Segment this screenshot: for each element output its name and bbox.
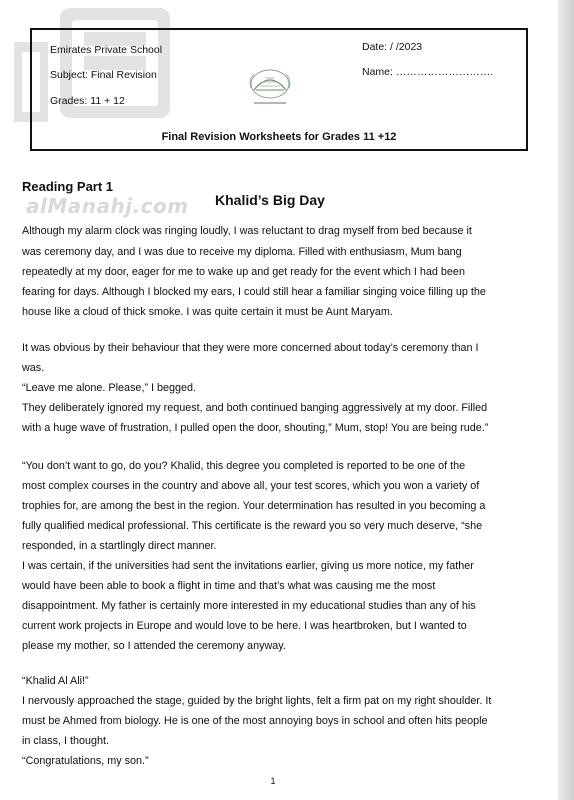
- text-line: would have been able to book a flight in time and that’s what was causing me the most: [22, 580, 436, 592]
- text-line: current work projects in Europe and would love to be here. I was heartbroken, but I wanted to: [22, 620, 467, 632]
- text-line: “Khalid Al Ali!”: [22, 675, 89, 687]
- text-line: trophies for, are among the best in the region. Your determination has resulted in you becoming a: [22, 500, 486, 512]
- text-line: most complex courses in the country and above all, your test scores, which you won a variety of: [22, 480, 480, 492]
- text-line: with a huge wave of frustration, I pulled open the door, shouting,” Mum, stop! You are being rude.”: [22, 422, 489, 434]
- story-title: Khalid’s Big Day: [215, 192, 325, 208]
- date-field: Date: / /2023: [362, 41, 423, 53]
- text-line: fully qualified medical professional. This certificate is the reward you so very much deserve, “she: [22, 520, 483, 532]
- text-line: house like a cloud of thick smoke. I was quite certain it must be Aunt Maryam.: [22, 306, 393, 318]
- text-line: “Congratulations, my son.”: [22, 755, 149, 767]
- text-line: repeatedly at my door, eager for me to wake up and get ready for the event which I had been: [22, 266, 465, 278]
- text-line: disappointment. My father is certainly more interested in my educational studies than any of his: [22, 600, 476, 612]
- name-field: Name: ……………………….: [362, 66, 494, 78]
- text-line: responded, in a startlingly direct manner.: [22, 540, 217, 552]
- text-line: was.: [22, 362, 45, 374]
- text-line: I nervously approached the stage, guided by the bright lights, felt a firm pat on my right shoulder. It: [22, 695, 492, 707]
- text-line: must be Ahmed from biology. He is one of the most annoying boys in school and often hits people: [22, 715, 488, 727]
- worksheet-title: Final Revision Worksheets for Grades 11 +12: [161, 131, 397, 143]
- header-box: [30, 28, 528, 151]
- text-line: It was obvious by their behaviour that they were more concerned about today’s ceremony than I: [22, 342, 479, 354]
- text-line: please my mother, so I attended the ceremony anyway.: [22, 640, 286, 652]
- subject-label: Subject: Final Revision: [50, 69, 157, 81]
- section-heading: Reading Part 1: [22, 179, 114, 194]
- text-line: “You don’t want to go, do you? Khalid, this degree you completed is reported to be one of the: [22, 460, 466, 472]
- school-name: Emirates Private School: [50, 44, 163, 56]
- page-number: 1: [270, 776, 276, 786]
- text-line: I was certain, if the universities had sent the invitations earlier, giving us more notice, my father: [22, 560, 474, 572]
- school-logo-icon: [240, 64, 300, 110]
- text-line: was ceremony day, and I was due to receive my diploma. Filled with enthusiasm, Mum bang: [22, 246, 462, 258]
- text-line: fearing for days. Although I blocked my ears, I could still hear a familiar singing voice filling up the: [22, 286, 486, 298]
- text-line: They deliberately ignored my request, and both continued banging aggressively at my door. Filled: [22, 402, 488, 414]
- text-line: “Leave me alone. Please,” I begged.: [22, 382, 197, 394]
- page-edge: [558, 0, 574, 800]
- text-line: in class, I thought.: [22, 735, 110, 747]
- grades-label: Grades: 11 + 12: [50, 95, 125, 107]
- watermark-text: alManahj.com: [26, 194, 189, 218]
- text-line: Although my alarm clock was ringing loudly, I was reluctant to drag myself from bed because it: [22, 225, 472, 237]
